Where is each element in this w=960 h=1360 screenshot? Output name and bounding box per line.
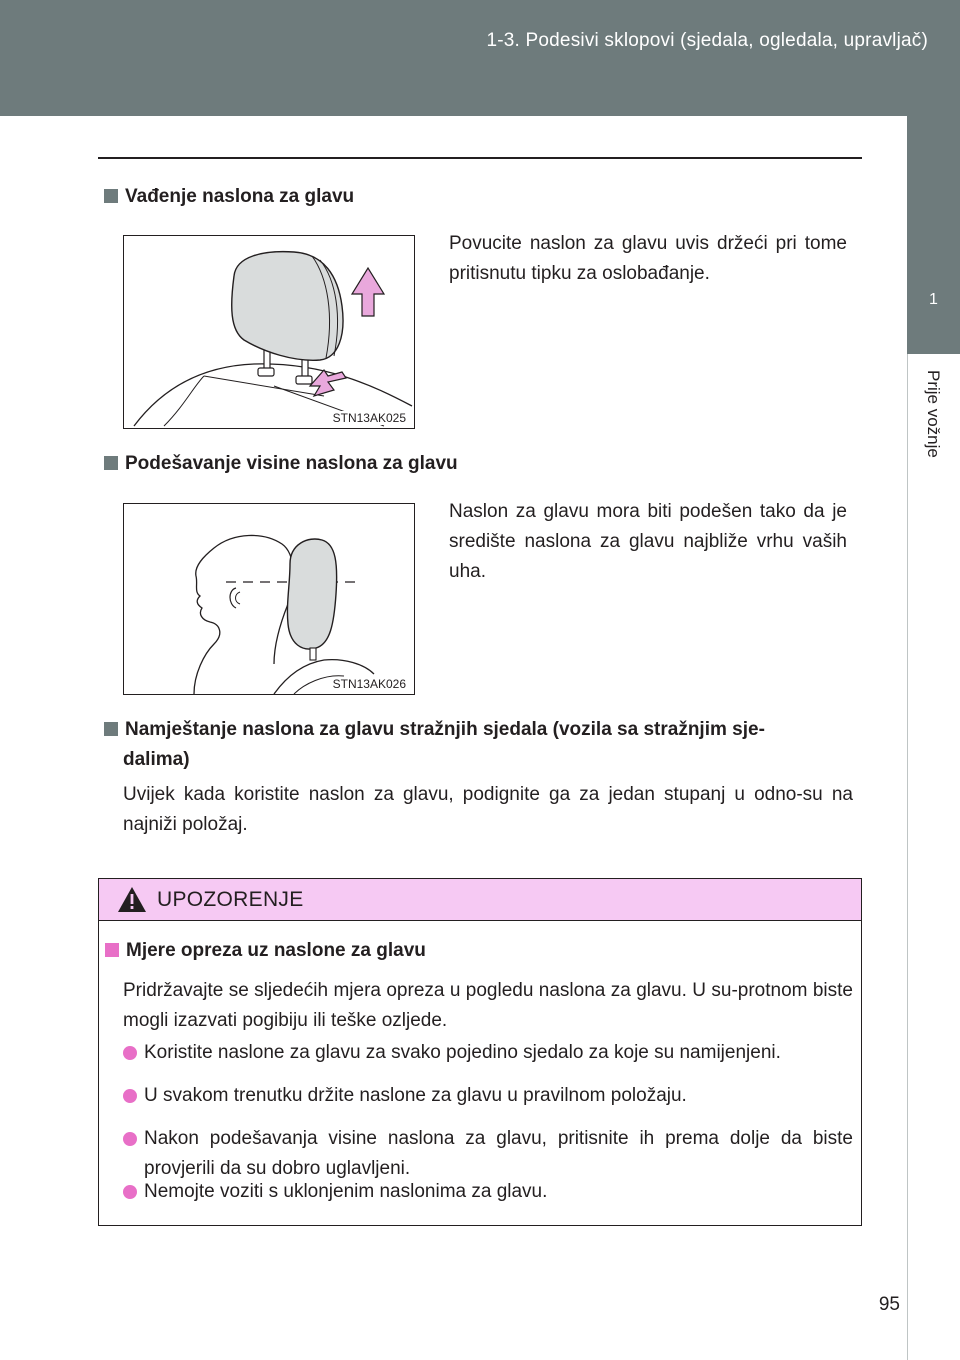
- figure-headrest-removal: [123, 235, 415, 429]
- headrest-height-illustration: [124, 504, 414, 694]
- circle-bullet-icon: [123, 1132, 137, 1146]
- side-tab-label: Prije vožnje: [924, 370, 943, 458]
- warning-bullet: Nemojte voziti s uklonjenim naslonima za glavu.: [123, 1177, 853, 1207]
- warning-intro: Pridržavajte se sljedećih mjera opreza u pogledu naslona za glavu. U su-protnom biste mogli izazvati pogibiju ili teške ozljede.: [123, 980, 853, 1031]
- figure-code: STN13AK025: [332, 411, 406, 425]
- warning-box: [98, 878, 862, 1226]
- circle-bullet-icon: [123, 1046, 137, 1060]
- side-tab: [907, 116, 960, 354]
- headrest-removal-illustration: [124, 236, 414, 428]
- square-bullet-icon: [104, 189, 118, 203]
- warning-title: UPOZORENJE: [157, 888, 304, 911]
- top-divider: [98, 157, 862, 159]
- header-band: [0, 0, 960, 116]
- chapter-title: 1-3. Podesivi sklopovi (sjedala, ogledala, upravljač): [486, 30, 928, 51]
- warning-triangle-icon: [117, 886, 147, 913]
- square-bullet-icon: [105, 943, 119, 957]
- figure-headrest-height: [123, 503, 415, 695]
- side-tab-number: 1: [929, 291, 938, 308]
- circle-bullet-icon: [123, 1089, 137, 1103]
- side-tab-label-wrap: [911, 370, 955, 480]
- side-tab-panel: [907, 354, 960, 1360]
- warning-heading: Mjere opreza uz naslone za glavu: [105, 937, 426, 965]
- circle-bullet-icon: [123, 1185, 137, 1199]
- square-bullet-icon: [104, 456, 118, 470]
- figure-code: STN13AK026: [332, 677, 406, 691]
- section-heading-height: Podešavanje visine naslona za glavu: [104, 450, 458, 478]
- warning-bullet: Koristite naslone za glavu za svako pojedino sjedalo za koje su namijenjeni.: [123, 1038, 853, 1068]
- section-heading-removal: Vađenje naslona za glavu: [104, 183, 354, 211]
- section3-text: Uvijek kada koristite naslon za glavu, podignite ga za jedan stupanj u odno-su na najniži položaj.: [123, 784, 853, 835]
- warning-header: [99, 879, 861, 921]
- warning-bullet: Nakon podešavanja visine naslona za glavu, pritisnite ih prema dolje da biste provjerili da su dobro uglavljeni.: [123, 1124, 853, 1184]
- page-number: 95: [878, 1294, 900, 1315]
- warning-bullet: U svakom trenutku držite naslone za glavu u pravilnom položaju.: [123, 1081, 853, 1111]
- square-bullet-icon: [104, 722, 118, 736]
- section1-text: Povucite naslon za glavu uvis držeći pri tome pritisnutu tipku za oslobađanje.: [449, 233, 847, 284]
- section2-text: Naslon za glavu mora biti podešen tako da je središte naslona za glavu najbliže vrhu vaših uha.: [449, 501, 847, 582]
- section-heading-rear-seats: Namještanje naslona za glavu stražnjih sjedala (vozila sa stražnjim sje- dalima): [104, 715, 856, 775]
